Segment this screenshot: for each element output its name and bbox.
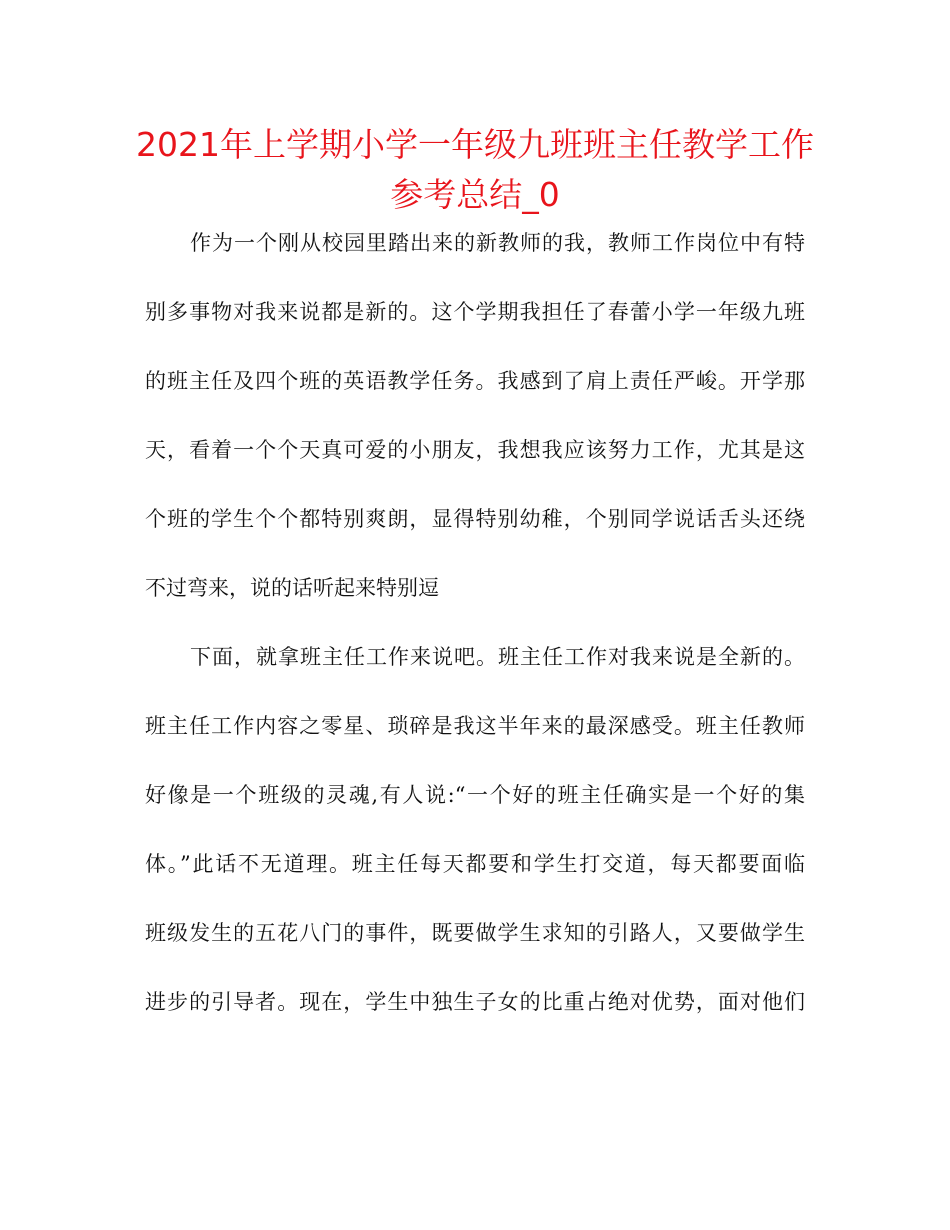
title-line-1: 2021年上学期小学一年级九班班主任教学工作	[136, 125, 814, 164]
paragraph-2-line-6: 进步的引导者。现在，学生中独生子女的比重占绝对优势，面对他们	[145, 990, 805, 1014]
paragraph-1-line-5: 个班的学生个个都特别爽朗，显得特别幼稚，个别同学说话舌头还绕	[145, 507, 805, 531]
paragraph-1-line-4: 天，看着一个个天真可爱的小朋友，我想我应该努力工作，尤其是这	[145, 438, 805, 462]
title-line-2: 参考总结_0	[390, 175, 560, 214]
paragraph-1-line-1: 作为一个刚从校园里踏出来的新教师的我，教师工作岗位中有特	[190, 231, 805, 255]
paragraph-2-line-5: 班级发生的五花八门的事件，既要做学生求知的引路人，又要做学生	[145, 921, 805, 945]
paragraph-1-line-2: 别多事物对我来说都是新的。这个学期我担任了春蕾小学一年级九班	[145, 300, 805, 324]
paragraph-2-line-4: 体。”此话不无道理。班主任每天都要和学生打交道，每天都要面临	[145, 852, 805, 876]
paragraph-1-line-6: 不过弯来，说的话听起来特别逗	[145, 576, 439, 600]
paragraph-2-line-3: 好像是一个班级的灵魂,有人说:“一个好的班主任确实是一个好的集	[145, 783, 805, 807]
paragraph-1-line-3: 的班主任及四个班的英语教学任务。我感到了肩上责任严峻。开学那	[145, 369, 805, 393]
paragraph-2-line-2: 班主任工作内容之零星、琐碎是我这半年来的最深感受。班主任教师	[145, 714, 805, 738]
paragraph-2-line-1: 下面，就拿班主任工作来说吧。班主任工作对我来说是全新的。	[190, 645, 805, 669]
document-title	[100, 120, 850, 220]
